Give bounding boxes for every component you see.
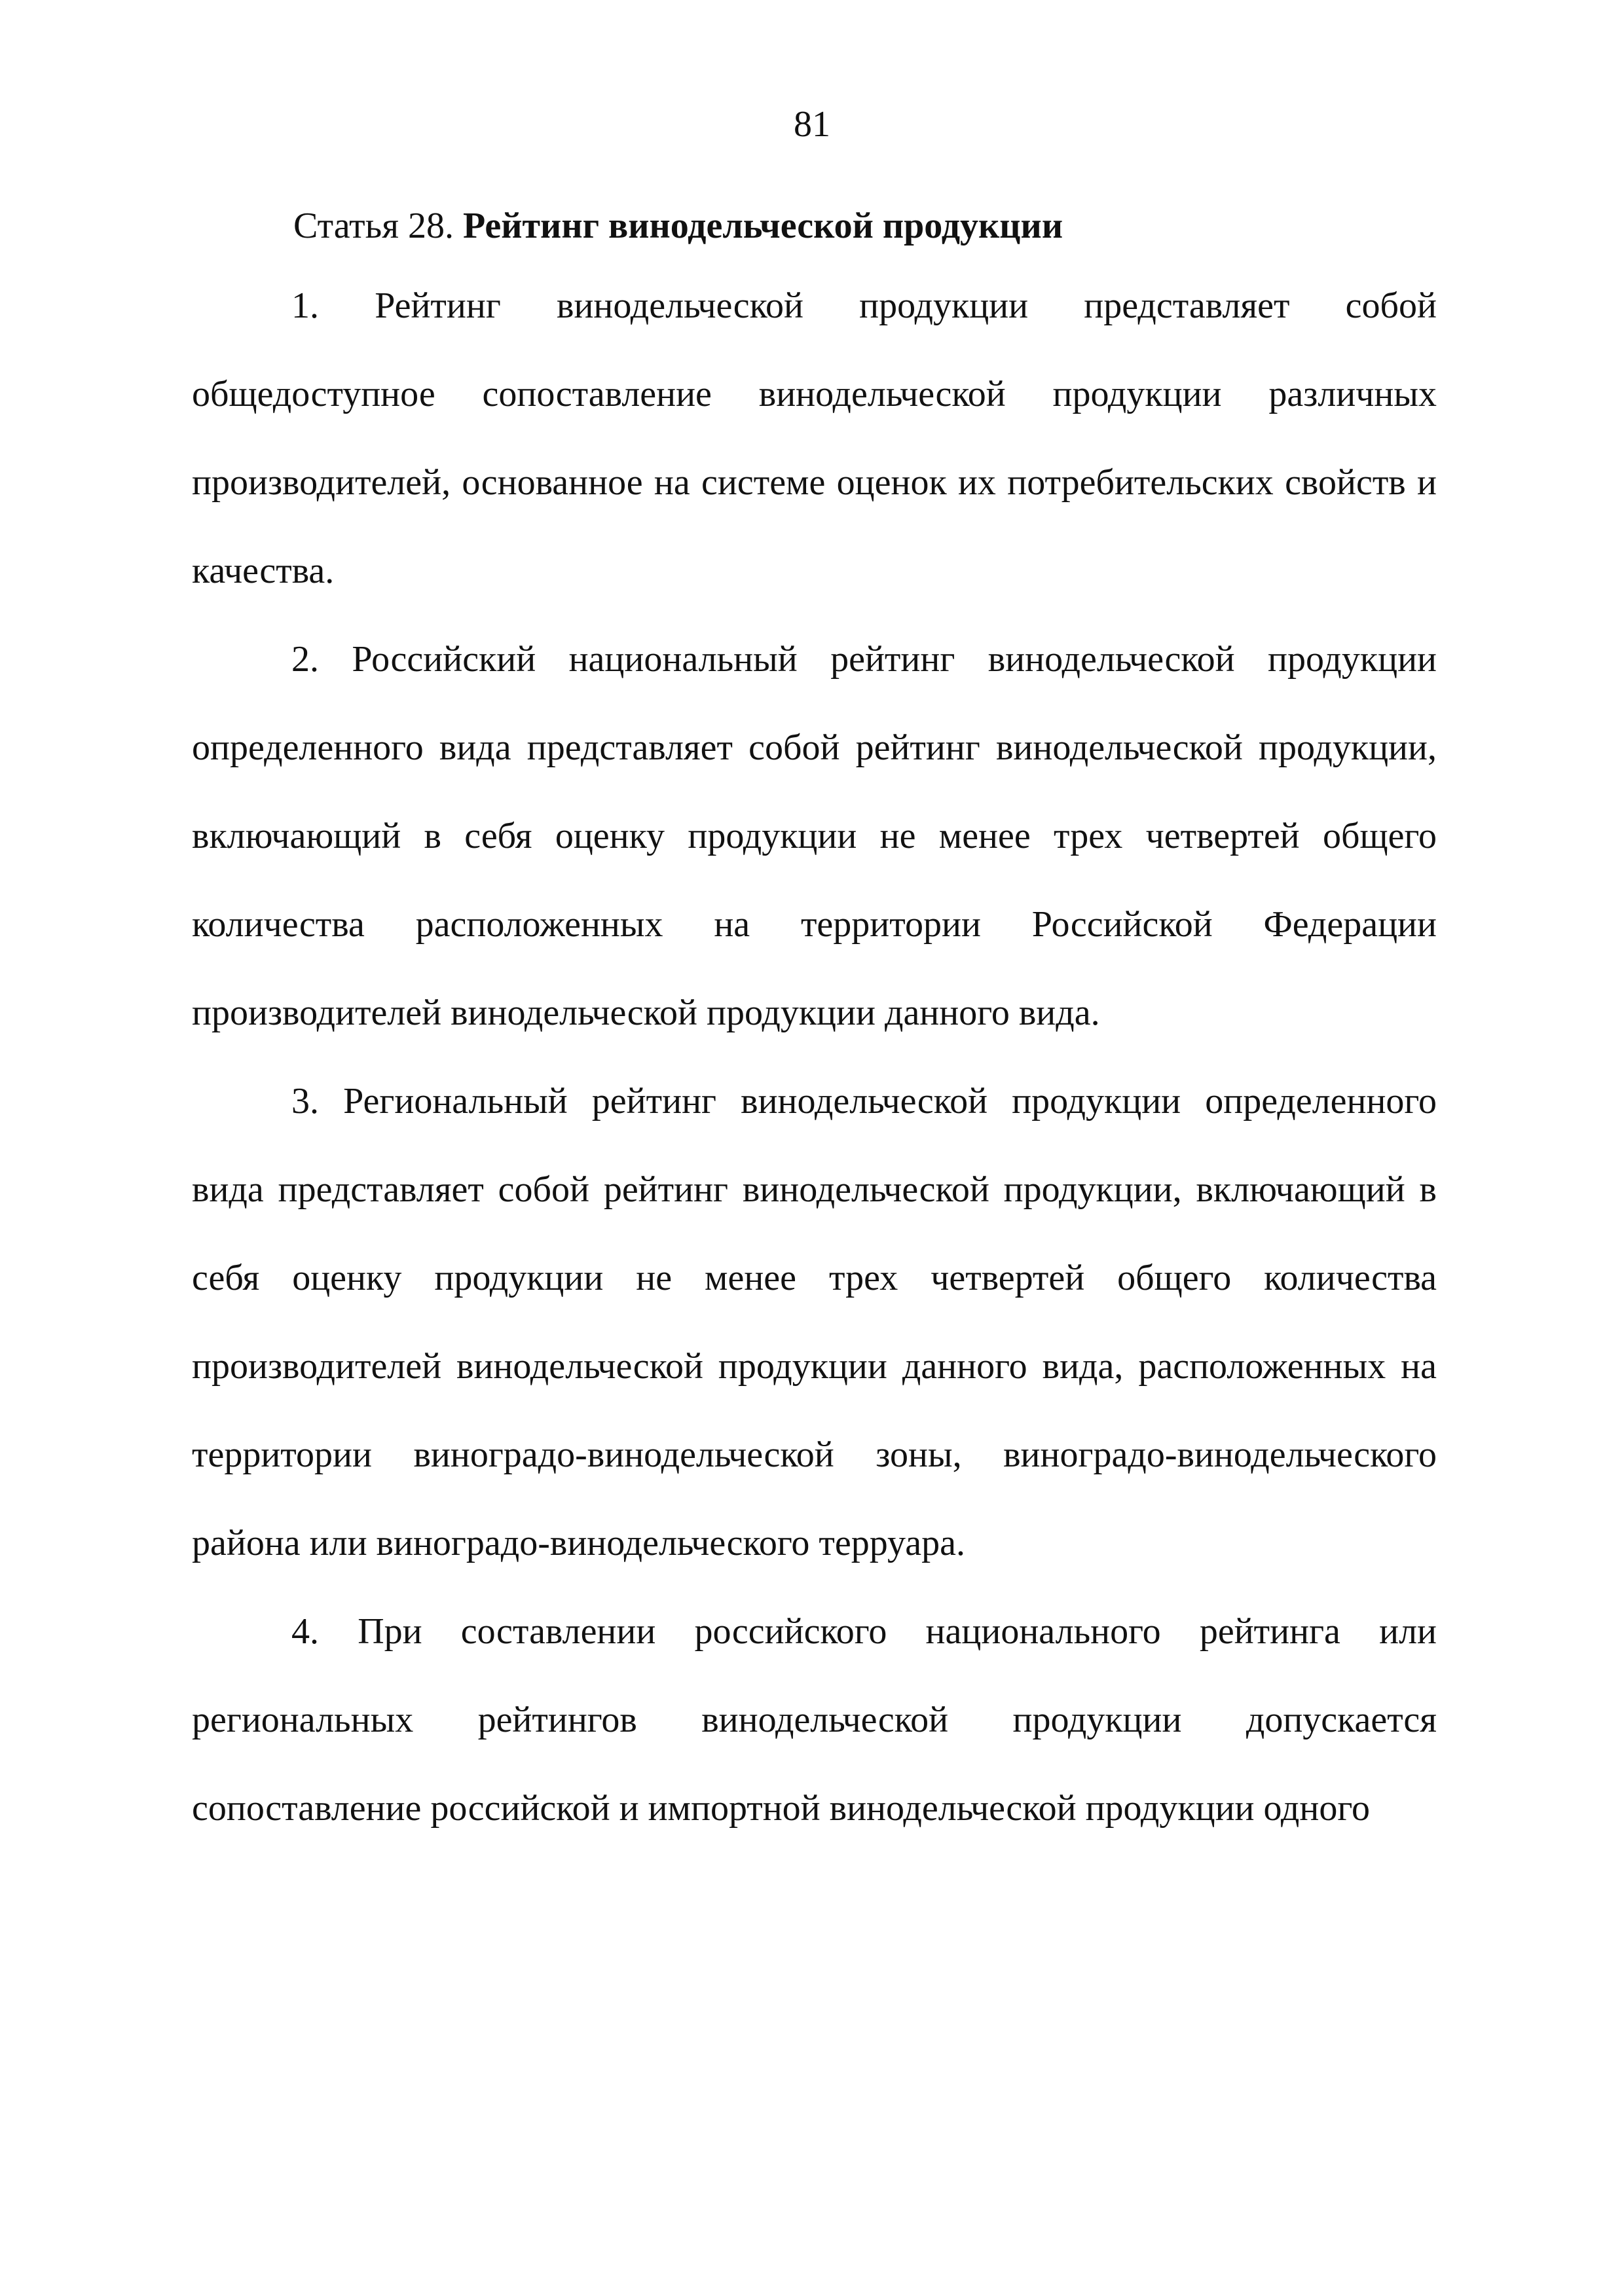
paragraph-4: 4. При составлении российского национального рейтинга или региональных рейтингов винодельческой продукции допускается сопоставление российской и импортной винодельческой продукции одного (192, 1611, 1437, 1829)
paragraph-2: 2. Российский национальный рейтинг винодельческой продукции определенного вида представляет собой рейтинг винодельческой продукции, включающий в себя оценку продукции не менее трех четвертей общего количества расположенных на территории Российской Федерации производителей винодельческой продукции данного вида. (192, 639, 1437, 1033)
article-title: Рейтинг винодельческой продукции (462, 206, 1063, 246)
document-body (192, 190, 1437, 1853)
paragraph-1: 1. Рейтинг винодельческой продукции представляет собой общедоступное сопоставление винодельческой продукции различных производителей, основанное на системе оценок их потребительских свойств и качества. (192, 285, 1437, 591)
page-number: 81 (794, 104, 830, 145)
article-label: Статья 28. (293, 206, 454, 246)
paragraph-3: 3. Региональный рейтинг винодельческой продукции определенного вида представляет собой рейтинг винодельческой продукции, включающий в себя оценку продукции не менее трех четвертей общего количества производителей винодельческой продукции данного вида, расположенных на территории виноградо-винодельческой зоны, виноградо-винодельческого района или виноградо-винодельческого терруара. (192, 1081, 1437, 1563)
article-heading (192, 190, 1437, 262)
